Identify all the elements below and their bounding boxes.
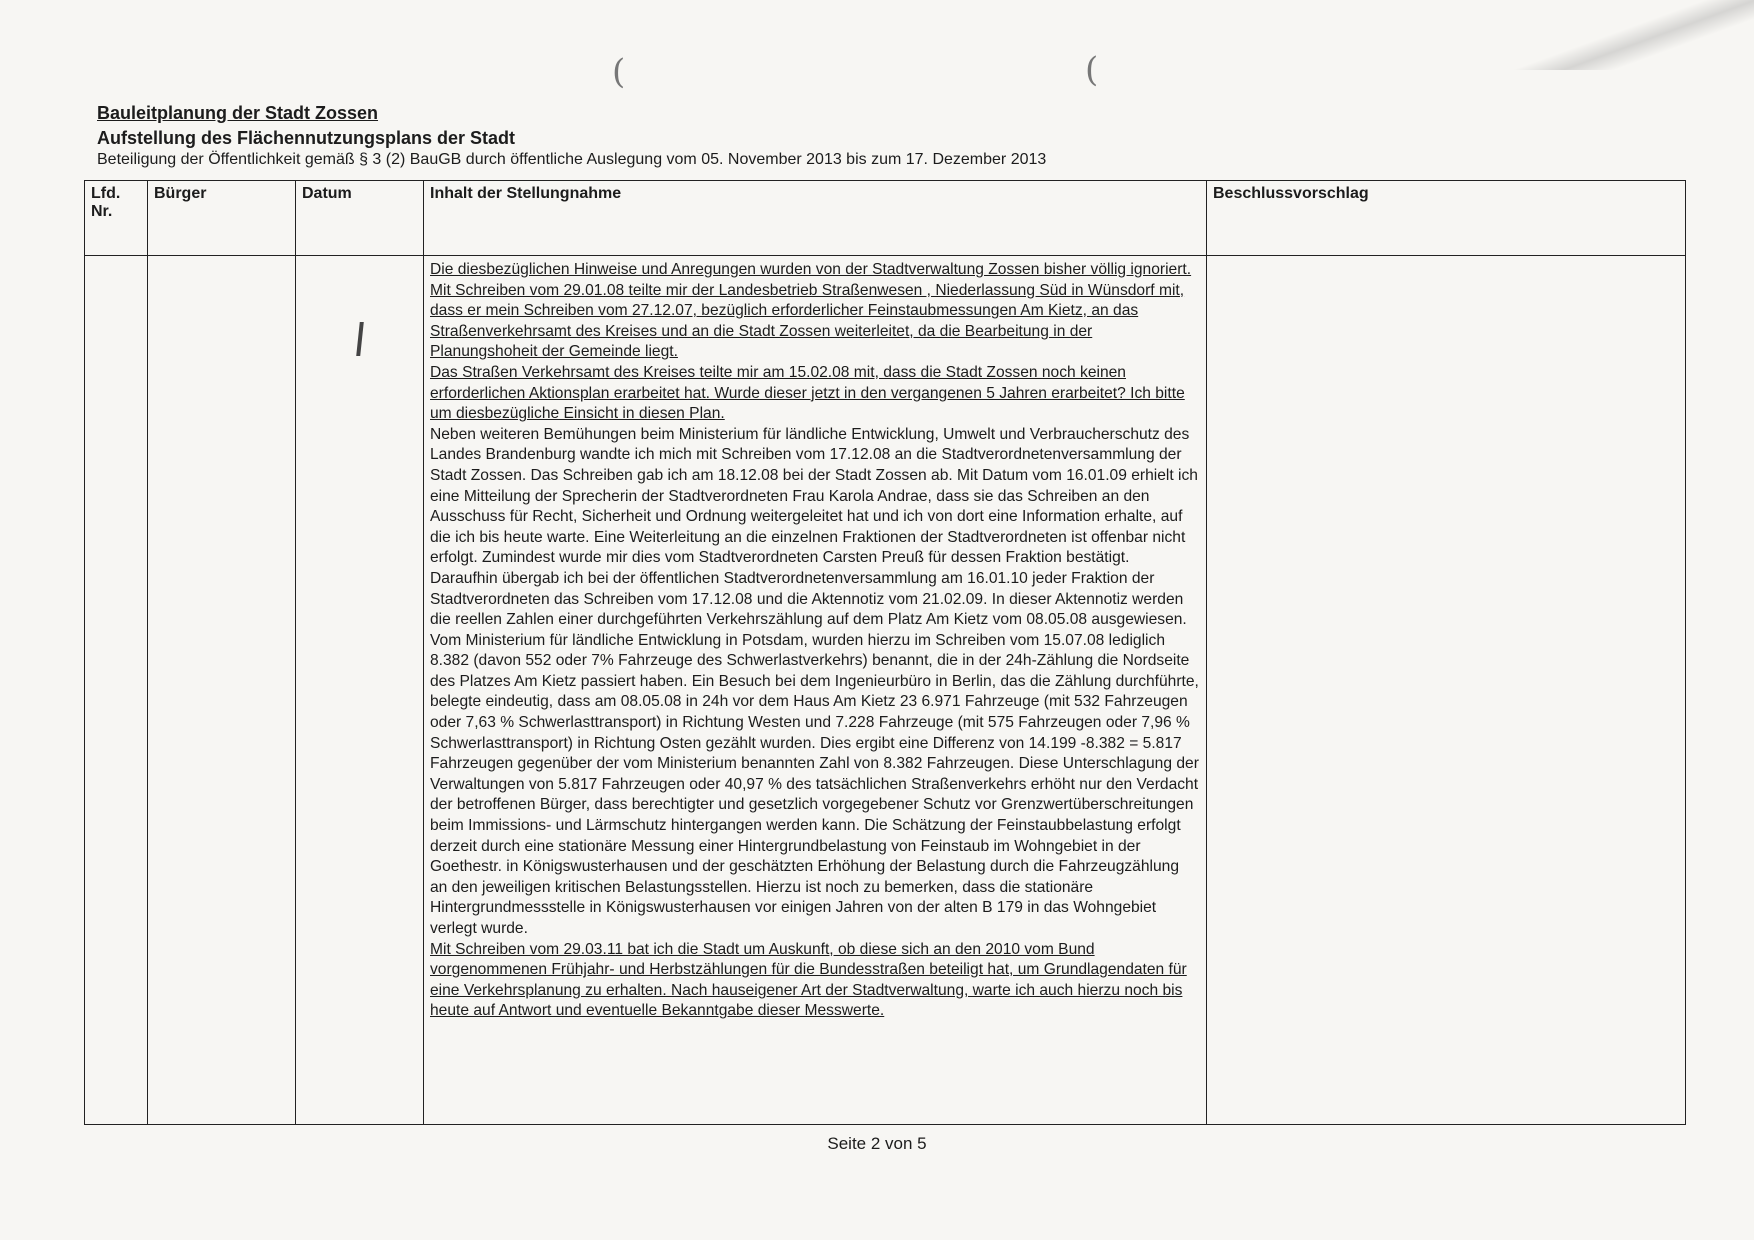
cell-inhalt (424, 256, 1207, 1125)
document-description: Beteiligung der Öffentlichkeit gemäß § 3 (2) BauGB durch öffentliche Auslegung vom 05. November 2013 bis zum 17. Dezember 2013 (97, 151, 1047, 168)
statement-paragraph: Mit Schreiben vom 29.03.11 bat ich die Stadt um Auskunft, ob diese sich an den 2010 vom Bund vorgenommenen Frühjahr- und Herbstzählungen für die Bundesstraßen beteiligt hat, um Grundlagendaten für eine Verkehrsplanung zu erhalten. Nach hauseigener Art der Stadtverwaltung, warte ich auch hierzu noch bis heute auf Antwort und eventuelle Bekanntgabe dieser Messwerte. (430, 940, 1187, 1020)
statement-paragraph: Das Straßen Verkehrsamt des Kreises teilte mir am 15.02.08 mit, dass die Stadt Zossen noch keinen erforderlichen Aktionsplan erarbeitet hat. Wurde dieser jetzt in den vergangenen 5 Jahren erarbeitet? Ich bitte um diesbezügliche Einsicht in diesen Plan. (430, 363, 1185, 423)
column-header-buerger: Bürger (148, 181, 296, 256)
scan-edge-shadow (1474, 0, 1754, 70)
cell-buerger (148, 256, 296, 1125)
page-number: Seite 2 von 5 (827, 1134, 927, 1153)
document-title: Bauleitplanung der Stadt Zossen (97, 103, 379, 123)
column-header-beschluss: Beschlussvorschlag (1207, 181, 1686, 256)
table-row (85, 256, 1686, 1125)
cell-nr (85, 256, 148, 1125)
table-header-row (85, 181, 1686, 256)
document-header (97, 103, 1197, 169)
cell-datum (296, 256, 424, 1125)
pencil-mark-left: ( (612, 52, 626, 92)
pencil-mark-right: ( (1085, 50, 1099, 90)
column-header-inhalt: Inhalt der Stellungnahme (424, 181, 1207, 256)
column-header-nr: Lfd. Nr. (85, 181, 148, 256)
cell-beschluss (1207, 256, 1686, 1125)
statement-paragraph: Neben weiteren Bemühungen beim Ministerium für ländliche Entwicklung, Umwelt und Verbraucherschutz des Landes Brandenburg wandte ich mich mit Schreiben vom 17.12.08 an die Stadtverordnetenversammlung der Stadt Zossen. Das Schreiben gab ich am 18.12.08 bei der Stadt Zossen ab. Mit Datum vom 16.01.09 erhielt ich eine Mitteilung der Sprecherin der Stadtverordneten Frau Karola Andrae, dass sie das Schreiben an den Ausschuss für Recht, Sicherheit und Ordnung weitergeleitet hat und ich von dort eine Information erhalte, auf die ich bis heute warte. Eine Weiterleitung an die einzelnen Fraktionen der Stadtverordneten ist offenbar nicht erfolgt. Zumindest wurde mir dies vom Stadtverordneten Carsten Preuß für dessen Fraktion bestätigt. Daraufhin übergab ich bei der öffentlichen Stadtverordnetenversammlung am 16.01.10 jeder Fraktion der Stadtverordneten das Schreiben vom 17.12.08 und die Aktennotiz vom 21.02.09. In dieser Aktennotiz werden die reellen Zahlen einer durchgeführten Verkehrszählung auf dem Platz Am Kietz vom 08.05.08 ausgewiesen. Vom Ministerium für ländliche Entwicklung in Potsdam, wurden hierzu im Schreiben vom 15.07.08 lediglich 8.382 (davon 552 oder 7% Fahrzeuge des Schwerlastverkehrs) benannt, die in der 24h-Zählung die Nordseite des Platzes Am Kietz passiert haben. Ein Besuch bei dem Ingenieurbüro in Berlin, das die Zählung durchführte, belegte eindeutig, dass am 08.05.08 in 24h vor dem Haus Am Kietz 23 6.971 Fahrzeuge (mit 532 Fahrzeugen oder 7,63 % Schwerlasttransport) in Richtung Westen und 7.228 Fahrzeuge (mit 575 Fahrzeugen oder 7,96 % Schwerlasttransport) in Richtung Osten gezählt wurden. Dies ergibt eine Differenz von 14.199 -8.382 = 5.817 Fahrzeugen gegenüber der vom Ministerium benannten Zahl von 8.382 Fahrzeugen. Diese Unterschlagung der Verwaltungen von 5.817 Fahrzeugen oder 40,97 % des tatsächlichen Straßenverkehrs erhöht nur den Verdacht der betroffenen Bürger, dass berechtigter und gesetzlich vorgegebener Schutz vor Grenzwertüberschreitungen beim Immissions- und Lärmschutz hintergangen werden kann. Die Schätzung der Feinstaubbelastung erfolgt derzeit durch eine stationäre Messung einer Hintergrundbelastung von Feinstaub im Wohngebiet in der Goethestr. in Königswusterhausen und der geschätzten Erhöhung der Belastung durch die Fahrzeugzählung an den jeweiligen kritischen Belastungsstellen. Hierzu ist noch zu bemerken, dass die stationäre Hintergrundmessstelle in Königswusterhausen vor einigen Jahren von der alten B 179 in das Wohngebiet verlegt wurde. (430, 425, 1199, 937)
statement-table (84, 180, 1686, 1125)
statement-paragraph: Die diesbezüglichen Hinweise und Anregungen wurden von der Stadtverwaltung Zossen bisher völlig ignoriert. Mit Schreiben vom 29.01.08 teilte mir der Landesbetrieb Straßenwesen , Niederlassung Süd in Wünsdorf mit, dass er mein Schreiben vom 27.12.07, bezüglich erforderlicher Feinstaubmessungen Am Kietz, an das Straßenverkehrsamt des Kreises und an die Stadt Zossen weiterleitet, da die Bearbeitung in der Planungshoheit der Gemeinde liegt. (430, 261, 1192, 361)
document-subtitle: Aufstellung des Flächennutzungsplans der Stadt (97, 128, 516, 148)
column-header-datum: Datum (296, 181, 424, 256)
